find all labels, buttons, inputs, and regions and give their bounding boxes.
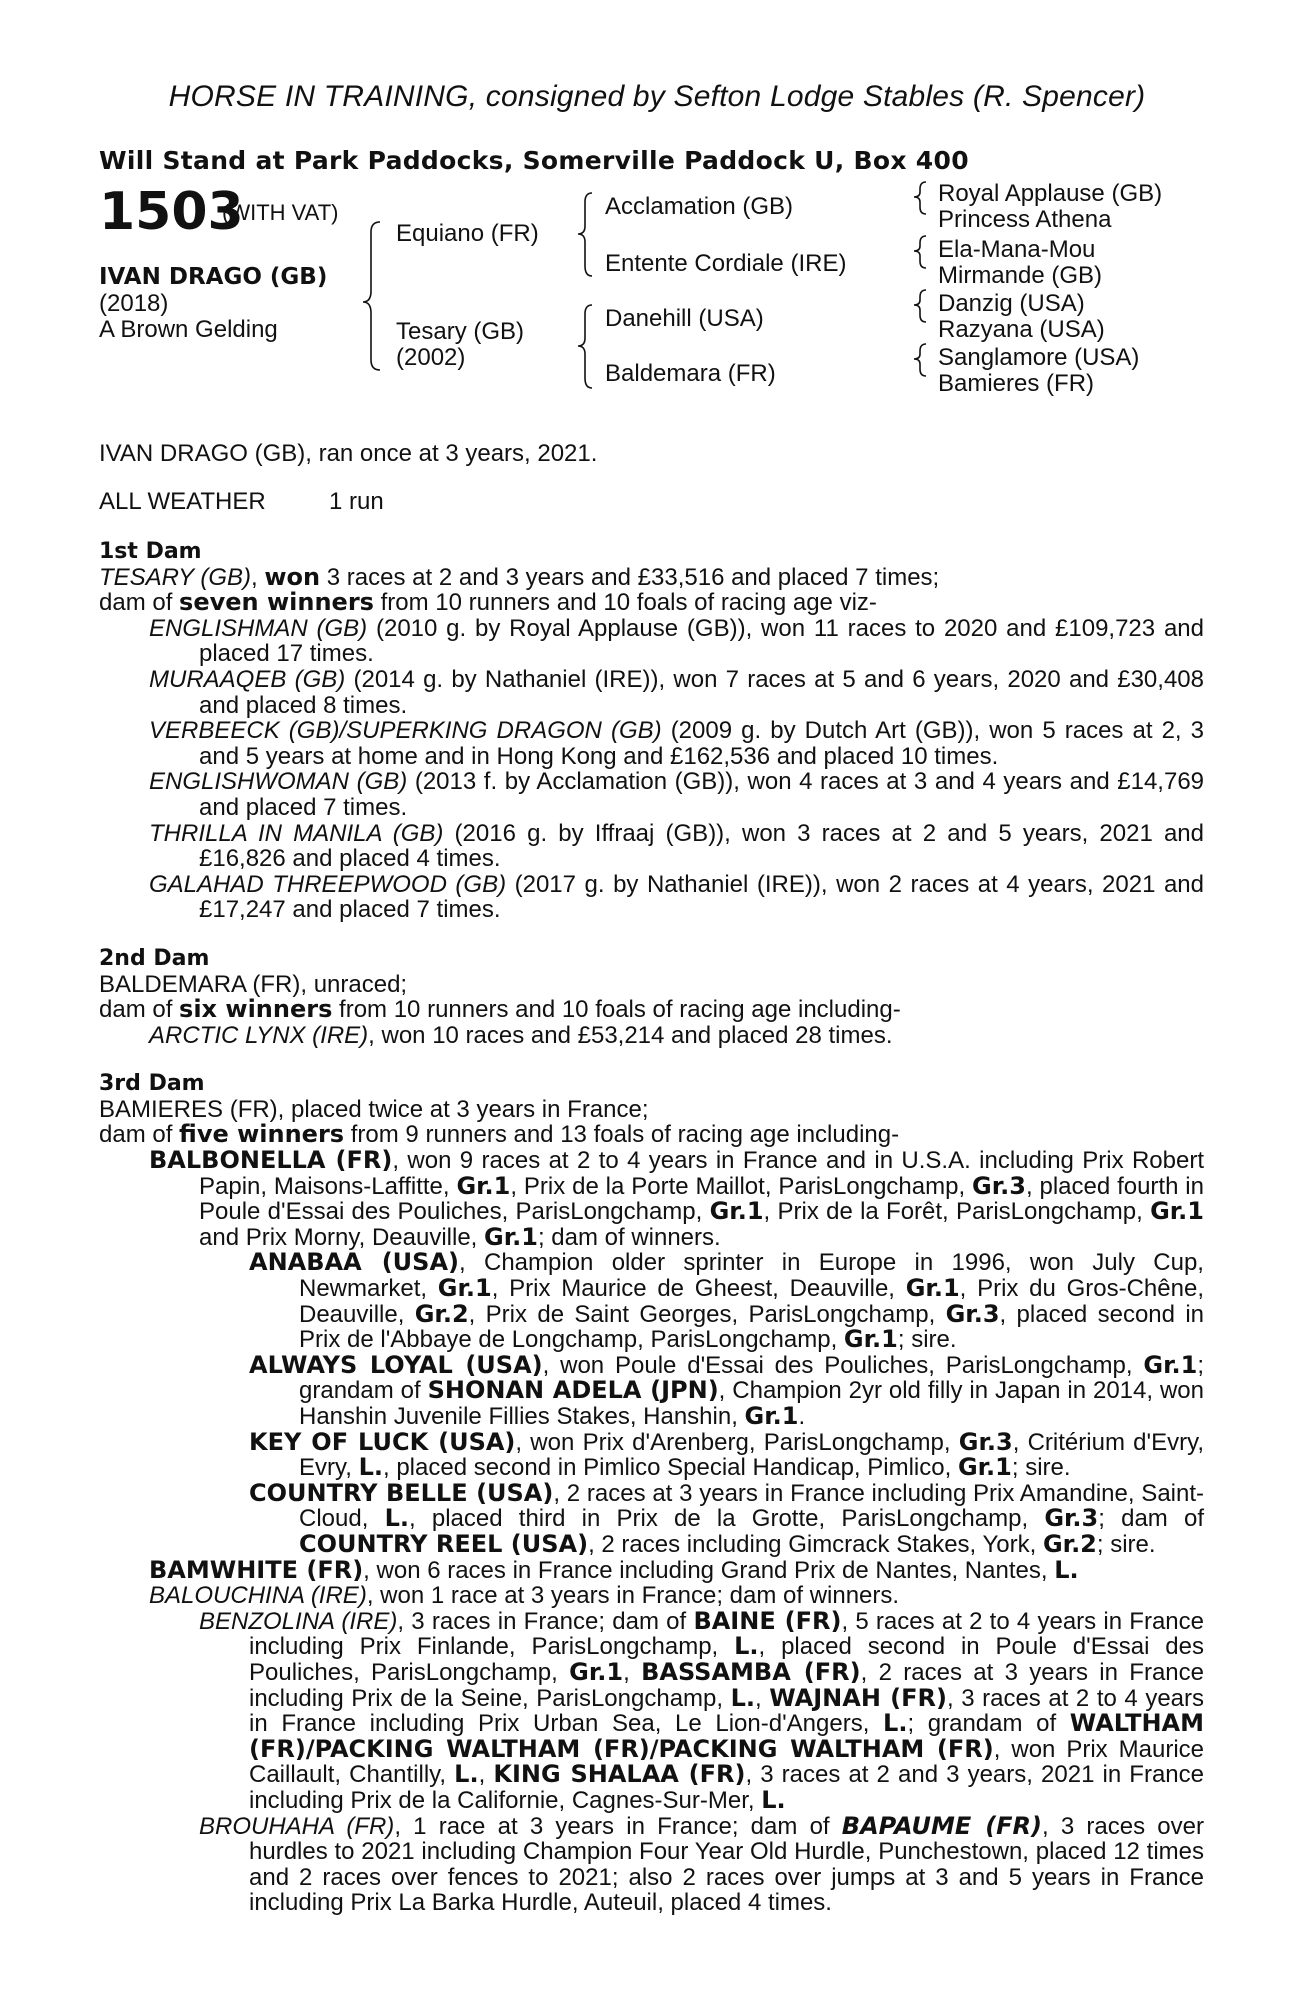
offspring-item: BAMWHITE (FR), won 6 races in France including Grand Prix de Nantes, Nantes, L.	[149, 1555, 1079, 1584]
first-dam-heading: 1st Dam	[99, 539, 202, 564]
pedigree-dam-year: (2002)	[396, 344, 466, 371]
offspring-item: THRILLA IN MANILA (GB) (2016 g. by Iffraaj (GB)), won 3 races at 2 and 5 years, 2021 and £16,826 and placed 4 times.	[149, 819, 1205, 873]
location-line: Will Stand at Park Paddocks, Somerville Paddock U, Box 400	[99, 146, 969, 175]
third-dam-heading: 3rd Dam	[99, 1071, 205, 1097]
offspring-item: BALBONELLA (FR), won 9 races at 2 to 4 years in France and in U.S.A. including Prix Robert Papin, Maisons-Laffitte, Gr.1, Prix de la Porte Maillot, ParisLongchamp, Gr.3, placed fourth in Poule d'Essai des Pouliches, ParisLongchamp, Gr.1, Prix de la Forêt, ParisLongchamp, Gr.1 and Prix Morny, Deauville, Gr.1; dam of winners.	[149, 1146, 1204, 1251]
pedigree-g4: Mirmande (GB)	[938, 262, 1103, 289]
first-dam-record: TESARY (GB), won 3 races at 2 and 3 years and £33,516 and placed 7 times;	[99, 562, 940, 591]
horse-year: (2018)	[99, 290, 169, 317]
offspring-item: ANABAA (USA), Champion older sprinter in Europe in 1996, won July Cup, Newmarket, Gr.1, Prix Maurice de Gheest, Deauville, Gr.1, Prix du Gros-Chêne, Deauville, Gr.2, Prix de Saint Georges, ParisLongchamp, Gr.3, placed second in Prix de l'Abbaye de Longchamp, ParisLongchamp, Gr.1; sire.	[249, 1248, 1205, 1354]
vat-note: (WITH VAT)	[222, 200, 339, 225]
pedigree-dam-sire: Danehill (USA)	[605, 305, 764, 332]
pedigree-g2: Princess Athena	[938, 206, 1112, 233]
offspring-item: ALWAYS LOYAL (USA), won Poule d'Essai des Pouliches, ParisLongchamp, Gr.1; grandam of SHONAN ADELA (JPN), Champion 2yr old filly in Japan in 2014, won Hanshin Juvenile Fillies Stakes, Hanshin, Gr.1.	[249, 1350, 1204, 1430]
second-dam-record: BALDEMARA (FR), unraced;	[99, 970, 408, 998]
pedigree-sire-dam: Entente Cordiale (IRE)	[605, 250, 847, 277]
offspring-item: GALAHAD THREEPWOOD (GB) (2017 g. by Nathaniel (IRE)), won 2 races at 4 years, 2021 and £17,247 and placed 7 times.	[149, 870, 1204, 924]
offspring-item: ARCTIC LYNX (IRE), won 10 races and £53,214 and placed 28 times.	[149, 1021, 893, 1049]
offspring-item: BALOUCHINA (IRE), won 1 race at 3 years in France; dam of winners.	[149, 1582, 900, 1610]
dam-sections	[99, 538, 1204, 1916]
second-dam-produce: dam of six winners from 10 runners and 10 foals of racing age including-	[99, 995, 901, 1024]
pedigree-g5: Danzig (USA)	[938, 290, 1085, 317]
pedigree-g8: Bamieres (FR)	[938, 370, 1095, 397]
pedigree-dam-dam: Baldemara (FR)	[605, 360, 776, 387]
pedigree-g1: Royal Applause (GB)	[938, 180, 1163, 207]
pedigree-g6: Razyana (USA)	[938, 316, 1105, 343]
offspring-item: KEY OF LUCK (USA), won Prix d'Arenberg, ParisLongchamp, Gr.3, Critérium d'Evry, Evry, L., placed second in Pimlico Special Handicap, Pimlico, Gr.1; sire.	[249, 1427, 1204, 1482]
horse-description: A Brown Gelding	[99, 316, 278, 343]
third-dam-produce: dam of five winners from 9 runners and 13 foals of racing age including-	[99, 1120, 900, 1149]
third-dam-record: BAMIERES (FR), placed twice at 3 years in France;	[99, 1095, 649, 1123]
pedigree-sire: Equiano (FR)	[396, 220, 539, 247]
offspring-item: COUNTRY BELLE (USA), 2 races at 3 years in France including Prix Amandine, Saint-Cloud, L., placed third in Prix de la Grotte, ParisLongchamp, Gr.3; dam of COUNTRY REEL (USA), 2 races including Gimcrack Stakes, York, Gr.2; sire.	[249, 1478, 1205, 1558]
first-dam-produce: dam of seven winners from 10 runners and 10 foals of racing age viz-	[99, 588, 877, 617]
offspring-item: MURAAQEB (GB) (2014 g. by Nathaniel (IRE)), won 7 races at 5 and 6 years, 2020 and £30,408 and placed 8 times.	[149, 665, 1204, 719]
horse-name: IVAN DRAGO (GB)	[99, 264, 328, 290]
page-title: HORSE IN TRAINING, consigned by Sefton Lodge Stables (R. Spencer)	[168, 80, 1146, 113]
pedigree-g3: Ela-Mana-Mou	[938, 236, 1096, 263]
surface-label: ALL WEATHER	[99, 488, 266, 515]
offspring-item: ENGLISHMAN (GB) (2010 g. by Royal Applause (GB)), won 11 races to 2020 and £109,723 and placed 17 times.	[149, 614, 1204, 668]
second-dam-heading: 2nd Dam	[99, 945, 210, 971]
pedigree-g7: Sanglamore (USA)	[938, 344, 1140, 371]
race-record: IVAN DRAGO (GB), ran once at 3 years, 2021.	[99, 440, 598, 467]
pedigree-dam: Tesary (GB)	[396, 318, 525, 345]
offspring-item: ENGLISHWOMAN (GB) (2013 f. by Acclamation (GB)), won 4 races at 3 and 4 years and £14,769 and placed 7 times.	[149, 768, 1205, 821]
offspring-item: BENZOLINA (IRE), 3 races in France; dam of BAINE (FR), 5 races at 2 to 4 years in France including Prix Finlande, ParisLongchamp, L., placed second in Poule d'Essai des Pouliches, ParisLongchamp, Gr.1, BASSAMBA (FR), 2 races at 3 years in France including Prix de la Seine, ParisLongchamp, L., WAJNAH (FR), 3 races at 2 to 4 years in France including Prix Urban Sea, Le Lion-d'Angers, L.; grandam of WALTHAM (FR)/PACKING WALTHAM (FR)/PACKING WALTHAM (FR), won Prix Maurice Caillault, Chantilly, L., KING SHALAA (FR), 3 races at 2 and 3 years, 2021 in France including Prix de la Californie, Cagnes-Sur-Mer, L.	[199, 1606, 1205, 1814]
pedigree-sire-sire: Acclamation (GB)	[605, 193, 794, 220]
surface-runs: 1 run	[329, 488, 384, 515]
offspring-item: VERBEECK (GB)/SUPERKING DRAGON (GB) (2009 g. by Dutch Art (GB)), won 5 races at 2, 3 and 5 years at home and in Hong Kong and £162,536 and placed 10 times.	[149, 717, 1205, 770]
offspring-item: BROUHAHA (FR), 1 race at 3 years in France; dam of BAPAUME (FR), 3 races over hurdles to 2021 including Champion Four Year Old Hurdle, Punchestown, placed 12 times and 2 races over fences to 2021; also 2 races over jumps at 3 and 5 years in France including Prix La Barka Hurdle, Auteuil, placed 4 times.	[199, 1811, 1204, 1917]
lot-number: 1503	[99, 182, 244, 242]
